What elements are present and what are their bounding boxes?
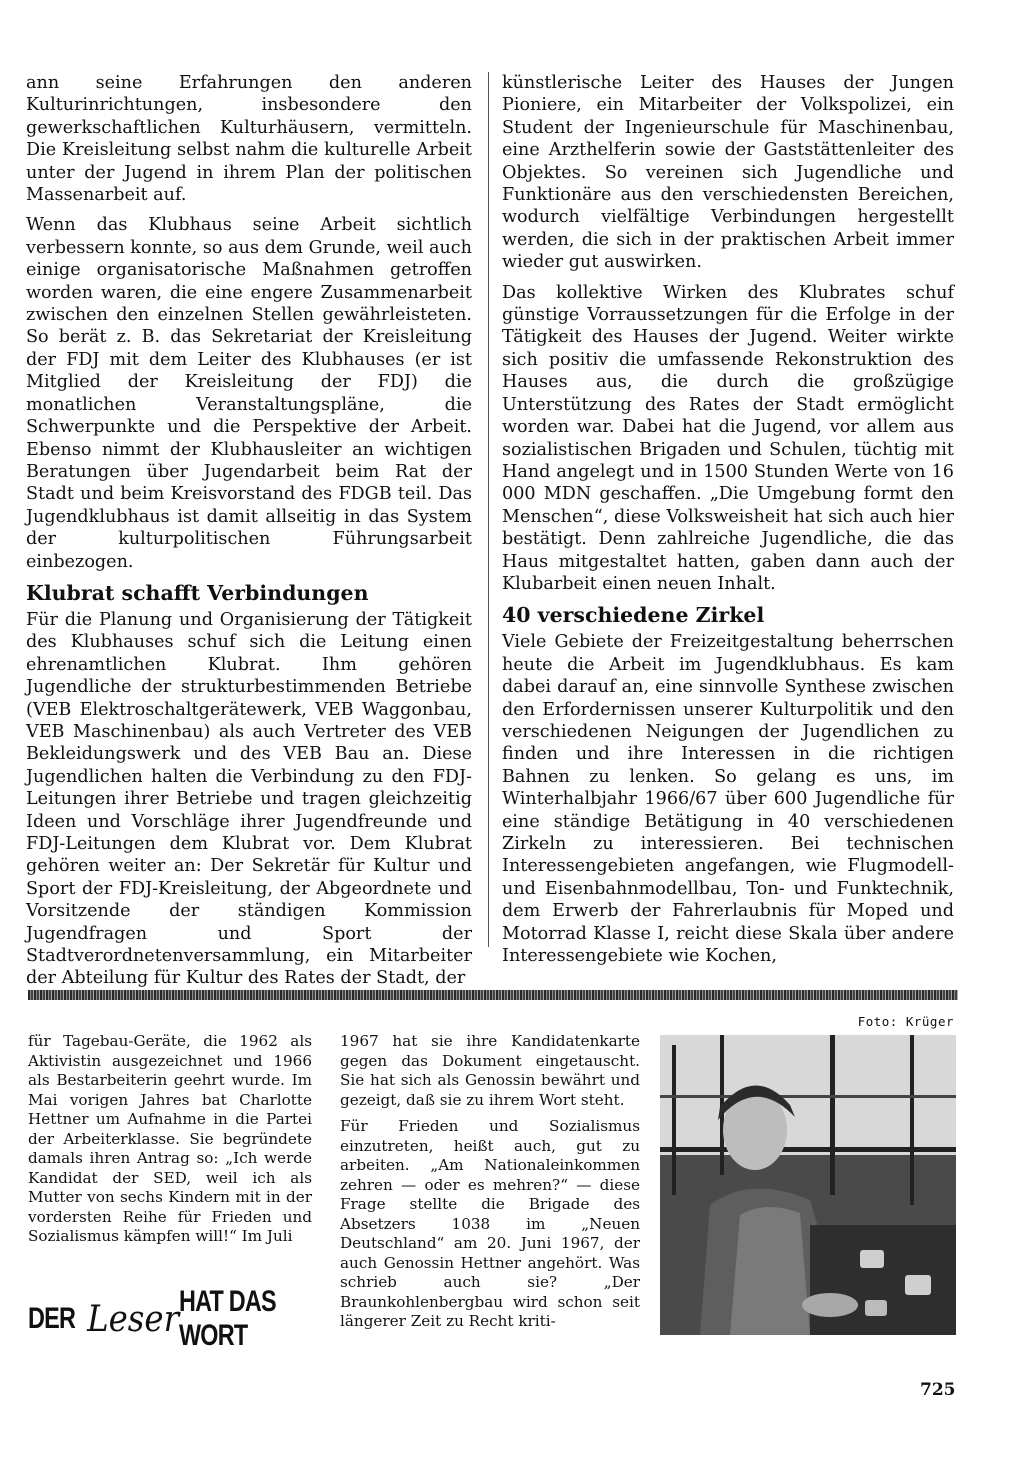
separator-band [28,990,958,1000]
photo-credit: Foto: Krüger [857,1014,954,1029]
page-number: 725 [920,1380,956,1400]
letter-column-2 [340,1032,640,1339]
paragraph: Das kollektive Wirken des Klubrates schuf günstige Vorraussetzungen für die Erfolge in der Tätigkeit des Hauses der Jugend. Weiter wirkte sich positiv die umfassende Rekonstruktion des Hauses aus, die durch die großzügige Unterstützung des Rates der Stadt ermöglicht worden war. Dabei hat die Jugend, vor allem aus sozialistischen Brigaden und Schulen, tüchtig mit Hand angelegt und in 1500 Stunden Werte von 16 000 MDN geschaffen. „Die Umgebung formt den Menschen“, diese Volksweisheit hat sich auch hier bestätigt. Denn zahlreiche Jugendliche, die das Haus mitgestaltet hatten, gaben dann auch der Klubarbeit einen neuen Inhalt. [502,282,954,594]
paragraph: für Tagebau-Geräte, die 1962 als Aktivistin ausgezeichnet und 1966 als Bestarbeiterin geehrt wurde. Im Mai vorigen Jahres bat Charlotte Hettner um Aufnahme in die Partei der Arbeiterklasse. Sie begründete damals ihren Antrag so: „Ich werde Kandidat der SED, weil ich als Mutter von sechs Kindern mit in der vordersten Reihe für Frieden und Sozialismus kämpfen will!“ Im Juli [28,1032,312,1245]
masthead-word: HAT DAS WORT [178,1285,276,1352]
masthead-logo [28,1285,314,1352]
masthead-word: DER [28,1302,76,1335]
article-column-right [502,72,954,975]
worker-photo [660,1035,956,1335]
column-divider [488,72,489,947]
paragraph: Wenn das Klubhaus seine Arbeit sichtlich verbessern konnte, so aus dem Grunde, weil auch einige organisatorische Maßnahmen getroffen worden waren, die eine engere Zusammenarbeit zwischen den einzelnen Stellen gewährleisteten. So berät z. B. das Sekretariat der Kreisleitung der FDJ mit dem Leiter des Klubhauses (er ist Mitglied der Kreisleitung der FDJ) die monatlichen Veranstaltungspläne, die Schwerpunkte und die Perspektive der Arbeit. Ebenso nimmt der Klubhausleiter an wichtigen Beratungen über Jugendarbeit beim Rat der Stadt und beim Kreisvorstand des FDGB teil. Das Jugendklubhaus ist damit allseitig in das System der kulturpolitischen Führungsarbeit einbezogen. [26,215,472,572]
paragraph: 1967 hat sie ihre Kandidatenkarte gegen das Dokument eingetauscht. Sie hat sich als Genossin bewährt und gezeigt, daß sie zu ihrem Wort steht. [340,1032,640,1109]
paragraph: Viele Gebiete der Freizeitgestaltung beherrschen heute die Arbeit im Jugendklubhaus. Es kam dabei darauf an, eine sinnvolle Synthese zwischen den Erfordernissen unserer Kulturpolitik und den verschiedenen Neigungen der Jugendlichen zu finden und ihre Interessen in die richtigen Bahnen zu lenken. So gelang es uns, im Winterhalbjahr 1966/67 über 600 Jugendliche für eine ständige Betätigung in 40 verschiedenen Zirkeln zu interessieren. Bei technischen Interessengebieten angefangen, wie Flugmodell- und Eisenbahnmodellbau, Ton- und Funktechnik, dem Erwerb der Fahrerlaubnis für Moped und Motorrad Klasse I, reicht diese Skala über andere Interessengebiete wie Kochen, [502,632,954,967]
paragraph: künstlerische Leiter des Hauses der Jungen Pioniere, ein Mitarbeiter der Volkspolizei, ein Student der Ingenieurschule für Maschinenbau, eine Arzthelferin sowie der Gaststättenleiter des Objektes. So vereinen sich Jugendliche und Funktionäre aus den verschiedensten Bereichen, wodurch vielfältige Verbindungen hergestellt werden, die sich in der praktischen Arbeit immer wieder gut auswirken. [502,73,954,273]
letter-column-1 [28,1032,312,1254]
section-heading: 40 verschiedene Zirkel [502,603,765,628]
paragraph: Für Frieden und Sozialismus einzutreten, heißt auch, gut zu arbeiten. „Am Nationaleinkommen zehren — oder es mehren?“ — diese Frage stellte die Brigade des Absetzers 1038 im „Neuen Deutschland“ am 20. Juni 1967, der auch Genossin Hettner angehört. Was schrieb auch sie? „Der Braunkohlenbergbau wird schon seit längerer Zeit zu Recht kriti- [340,1117,640,1330]
paragraph: Für die Planung und Organisierung der Tätigkeit des Klubhauses schuf sich die Leitung einen ehrenamtlichen Klubrat. Ihm gehören Jugendliche der strukturbestimmenden Betriebe (VEB Elektroschaltgerätewerk, VEB Waggonbau, VEB Maschinenbau) als auch Vertreter des VEB Bekleidungswerk und des VEB Bau an. Diese Jugendlichen halten die Verbindung zu den FDJ-Leitungen ihrer Betriebe und tragen gleichzeitig Ideen und Vorschläge ihrer Jugendfreunde und FDJ-Leitungen dem Klubrat vor. Dem Klubrat gehören weiter an: Der Sekretär für Kultur und Sport der FDJ-Kreisleitung, der Abgeordnete und Vorsitzende der ständigen Kommission Jugendfragen und Sport der Stadtverordnetenversammlung, ein Mitarbeiter der Abteilung für Kultur des Rates der Stadt, der [26,609,472,989]
section-heading: Klubrat schafft Verbindungen [26,580,369,605]
article-column-left [26,72,472,998]
masthead-script-word: Leser [87,1298,180,1340]
paragraph: ann seine Erfahrungen den anderen Kulturinrichtungen, insbesondere den gewerkschaftlichen Kulturhäusern, vermitteln. Die Kreisleitung selbst nahm die kulturelle Arbeit unter der Jugend in ihrem Plan der politischen Massenarbeit auf. [26,73,472,206]
